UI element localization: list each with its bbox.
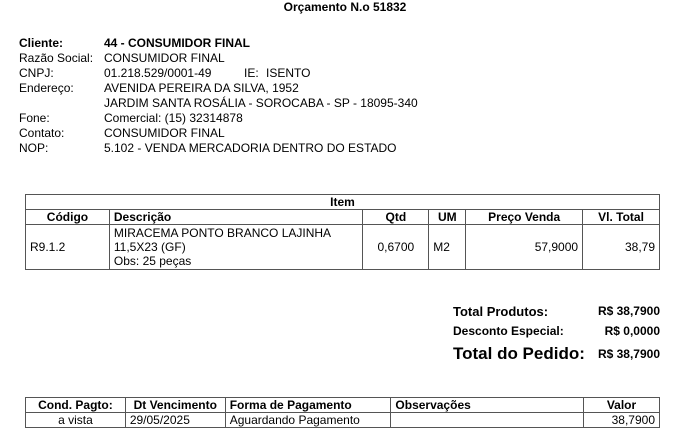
col-observacoes: Observações xyxy=(391,398,584,413)
table-row xyxy=(26,225,660,270)
item-codigo: R9.1.2 xyxy=(26,225,110,270)
total-pedido-value: R$ 38,7900 xyxy=(597,347,660,361)
total-pedido-label: Total do Pedido: xyxy=(453,344,585,363)
item-preco: 57,9000 xyxy=(466,225,583,270)
contato-value: CONSUMIDOR FINAL xyxy=(104,126,225,140)
fone-label: Fone: xyxy=(19,111,50,125)
item-descricao xyxy=(109,225,362,270)
pay-cond: a vista xyxy=(26,413,126,428)
document-title: Orçamento N.o 51832 xyxy=(283,0,407,14)
item-obs: Obs: 25 peças xyxy=(113,254,192,268)
endereco-line1: AVENIDA PEREIRA DA SILVA, 1952 xyxy=(104,81,299,95)
payment-table xyxy=(25,397,660,428)
cnpj-value: 01.218.529/0001-49 xyxy=(104,66,212,80)
endereco-line2: JARDIM SANTA ROSÁLIA - SOROCABA - SP - 18095-340 xyxy=(104,96,418,110)
item-desc-line1: MIRACEMA PONTO BRANCO LAJINHA xyxy=(113,226,332,240)
pay-obs xyxy=(391,413,584,428)
total-produtos-label: Total Produtos: xyxy=(453,304,549,319)
pay-forma: Aguardando Pagamento xyxy=(225,413,391,428)
pay-vencimento: 29/05/2025 xyxy=(125,413,225,428)
ie-value: ISENTO xyxy=(266,66,311,80)
desconto-value: R$ 0,0000 xyxy=(604,324,660,338)
razao-social-value: CONSUMIDOR FINAL xyxy=(104,51,225,65)
item-um: M2 xyxy=(429,225,466,270)
col-forma-pagamento: Forma de Pagamento xyxy=(225,398,391,413)
col-preco: Preço Venda xyxy=(466,210,583,225)
col-codigo: Código xyxy=(26,210,110,225)
endereco-label: Endereço: xyxy=(19,81,74,95)
contato-label: Contato: xyxy=(19,126,65,140)
col-um: UM xyxy=(429,210,466,225)
col-descricao: Descrição xyxy=(109,210,362,225)
total-produtos-value: R$ 38,7900 xyxy=(597,304,660,318)
col-cond-pagto: Cond. Pagto: xyxy=(26,398,126,413)
col-qtd: Qtd xyxy=(363,210,429,225)
ie-label: IE: xyxy=(244,66,259,80)
table-row xyxy=(26,413,660,428)
col-valor: Valor xyxy=(584,398,660,413)
fone-value: Comercial: (15) 32314878 xyxy=(104,111,243,125)
nop-label: NOP: xyxy=(19,141,49,155)
col-total: Vl. Total xyxy=(583,210,660,225)
item-desc-line2: 11,5X23 (GF) xyxy=(113,240,186,254)
razao-social-label: Razão Social: xyxy=(19,51,94,65)
items-header: Item xyxy=(26,195,660,210)
items-table xyxy=(25,194,660,270)
cliente-value: 44 - CONSUMIDOR FINAL xyxy=(104,36,251,50)
cnpj-label: CNPJ: xyxy=(19,66,54,80)
item-qtd: 0,6700 xyxy=(363,225,429,270)
desconto-label: Desconto Especial: xyxy=(453,324,564,338)
item-total: 38,79 xyxy=(583,225,660,270)
nop-value: 5.102 - VENDA MERCADORIA DENTRO DO ESTADO xyxy=(104,141,397,155)
pay-valor: 38,7900 xyxy=(584,413,660,428)
col-vencimento: Dt Vencimento xyxy=(125,398,225,413)
cliente-label: Cliente: xyxy=(19,36,64,50)
